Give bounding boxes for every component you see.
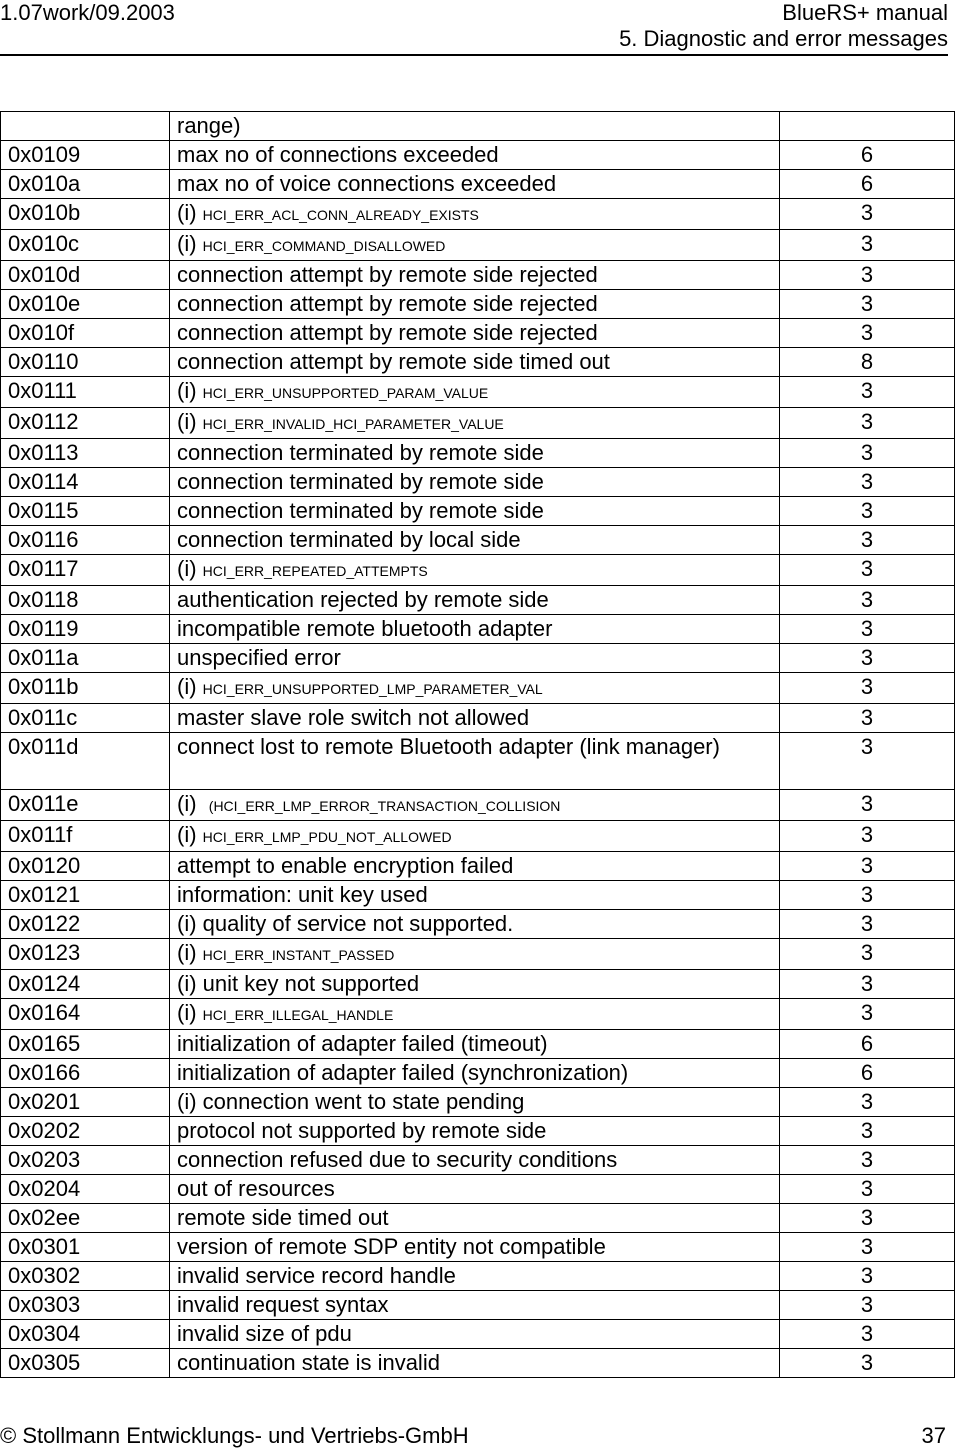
table-row — [1, 644, 955, 673]
error-description-cell: connection terminated by remote side — [170, 497, 780, 526]
severity-cell: 3 — [780, 821, 955, 852]
error-description-cell — [170, 939, 780, 970]
hci-error-symbol: HCI_ERR_UNSUPPORTED_LMP_PARAMETER_VAL — [202, 681, 543, 697]
table-row — [1, 439, 955, 468]
info-prefix: (i) — [177, 940, 197, 965]
error-description-cell: protocol not supported by remote side — [170, 1117, 780, 1146]
error-description-cell: attempt to enable encryption failed — [170, 852, 780, 881]
error-description-cell: invalid service record handle — [170, 1262, 780, 1291]
error-code-cell: 0x0118 — [1, 586, 170, 615]
severity-cell: 3 — [780, 939, 955, 970]
severity-cell: 6 — [780, 170, 955, 199]
table-row — [1, 790, 955, 821]
table-row — [1, 261, 955, 290]
severity-cell: 3 — [780, 377, 955, 408]
error-description-cell — [170, 199, 780, 230]
error-code-cell: 0x0113 — [1, 439, 170, 468]
error-code-cell: 0x011d — [1, 733, 170, 790]
table-row — [1, 1204, 955, 1233]
severity-cell: 3 — [780, 615, 955, 644]
table-row — [1, 348, 955, 377]
severity-cell: 3 — [780, 733, 955, 790]
error-code-cell: 0x0112 — [1, 408, 170, 439]
table-row — [1, 615, 955, 644]
header-rule — [0, 54, 948, 56]
table-row — [1, 319, 955, 348]
severity-cell: 3 — [780, 1349, 955, 1378]
error-description-cell: connection terminated by local side — [170, 526, 780, 555]
table-row — [1, 141, 955, 170]
table-row — [1, 939, 955, 970]
error-description-cell: (i) quality of service not supported. — [170, 910, 780, 939]
table-row — [1, 526, 955, 555]
error-description-cell: max no of voice connections exceeded — [170, 170, 780, 199]
error-description-cell: connection attempt by remote side rejected — [170, 319, 780, 348]
error-description-cell: (i) connection went to state pending — [170, 1088, 780, 1117]
severity-cell: 3 — [780, 261, 955, 290]
severity-cell: 3 — [780, 230, 955, 261]
error-code-cell: 0x010f — [1, 319, 170, 348]
table-row — [1, 1146, 955, 1175]
error-code-cell: 0x011e — [1, 790, 170, 821]
error-code-cell — [1, 112, 170, 141]
error-code-cell: 0x0166 — [1, 1059, 170, 1088]
table-row — [1, 468, 955, 497]
table-row — [1, 586, 955, 615]
severity-cell: 3 — [780, 408, 955, 439]
error-description-cell: connection attempt by remote side timed out — [170, 348, 780, 377]
error-code-cell: 0x0305 — [1, 1349, 170, 1378]
table-row — [1, 970, 955, 999]
error-description-cell: connection attempt by remote side rejected — [170, 290, 780, 319]
info-prefix: (i) — [177, 200, 197, 225]
table-row — [1, 1262, 955, 1291]
error-code-table — [0, 111, 955, 1378]
table-row — [1, 910, 955, 939]
error-code-cell: 0x0111 — [1, 377, 170, 408]
error-code-cell: 0x011a — [1, 644, 170, 673]
error-description-cell: authentication rejected by remote side — [170, 586, 780, 615]
severity-cell: 3 — [780, 319, 955, 348]
error-code-cell: 0x0304 — [1, 1320, 170, 1349]
table-row — [1, 999, 955, 1030]
severity-cell: 3 — [780, 1088, 955, 1117]
error-code-cell: 0x0117 — [1, 555, 170, 586]
error-description-cell — [170, 555, 780, 586]
severity-cell: 3 — [780, 199, 955, 230]
error-code-cell: 0x0116 — [1, 526, 170, 555]
error-code-cell: 0x0121 — [1, 881, 170, 910]
error-description-cell: version of remote SDP entity not compatible — [170, 1233, 780, 1262]
error-code-cell: 0x0203 — [1, 1146, 170, 1175]
error-description-cell: connection attempt by remote side rejected — [170, 261, 780, 290]
footer-page-number: 37 — [921, 1423, 946, 1448]
severity-cell: 3 — [780, 704, 955, 733]
error-code-cell: 0x0120 — [1, 852, 170, 881]
hci-error-symbol: (HCI_ERR_LMP_ERROR_TRANSACTION_COLLISION — [208, 798, 561, 814]
error-code-table-body — [1, 112, 955, 1378]
severity-cell: 3 — [780, 970, 955, 999]
error-code-cell: 0x0119 — [1, 615, 170, 644]
error-code-cell: 0x0109 — [1, 141, 170, 170]
header-manual-title: BlueRS+ manual — [782, 0, 948, 25]
severity-cell: 3 — [780, 881, 955, 910]
severity-cell: 3 — [780, 1175, 955, 1204]
hci-error-symbol: HCI_ERR_ILLEGAL_HANDLE — [202, 1007, 394, 1023]
error-description-cell: connection refused due to security conditions — [170, 1146, 780, 1175]
table-row — [1, 230, 955, 261]
table-row — [1, 1175, 955, 1204]
hci-error-symbol: HCI_ERR_INVALID_HCI_PARAMETER_VALUE — [202, 416, 504, 432]
severity-cell: 6 — [780, 1030, 955, 1059]
error-description-cell: connection terminated by remote side — [170, 468, 780, 497]
table-row — [1, 290, 955, 319]
table-row — [1, 1088, 955, 1117]
table-row — [1, 704, 955, 733]
severity-cell: 6 — [780, 141, 955, 170]
error-description-cell: max no of connections exceeded — [170, 141, 780, 170]
info-prefix: (i) — [177, 231, 197, 256]
table-row — [1, 1349, 955, 1378]
severity-cell: 3 — [780, 586, 955, 615]
error-description-cell: remote side timed out — [170, 1204, 780, 1233]
error-code-cell: 0x010a — [1, 170, 170, 199]
error-code-cell: 0x0301 — [1, 1233, 170, 1262]
error-code-cell: 0x0303 — [1, 1291, 170, 1320]
info-prefix: (i) — [177, 674, 197, 699]
severity-cell: 8 — [780, 348, 955, 377]
error-description-cell — [170, 673, 780, 704]
table-row — [1, 1320, 955, 1349]
error-code-cell: 0x0123 — [1, 939, 170, 970]
error-code-cell: 0x010c — [1, 230, 170, 261]
severity-cell: 3 — [780, 644, 955, 673]
error-description-cell: connection terminated by remote side — [170, 439, 780, 468]
error-code-cell: 0x0204 — [1, 1175, 170, 1204]
severity-cell: 3 — [780, 1291, 955, 1320]
error-code-cell: 0x0302 — [1, 1262, 170, 1291]
error-code-cell: 0x02ee — [1, 1204, 170, 1233]
error-code-cell: 0x0114 — [1, 468, 170, 497]
info-prefix: (i) — [177, 409, 197, 434]
error-description-cell: invalid request syntax — [170, 1291, 780, 1320]
severity-cell: 3 — [780, 999, 955, 1030]
severity-cell: 3 — [780, 290, 955, 319]
error-description-cell: initialization of adapter failed (timeout) — [170, 1030, 780, 1059]
severity-cell: 3 — [780, 673, 955, 704]
error-code-cell: 0x0201 — [1, 1088, 170, 1117]
table-row — [1, 1233, 955, 1262]
error-code-cell: 0x010d — [1, 261, 170, 290]
severity-cell: 3 — [780, 1204, 955, 1233]
table-row — [1, 1117, 955, 1146]
error-description-cell: unspecified error — [170, 644, 780, 673]
info-prefix: (i) — [177, 1000, 197, 1025]
table-row — [1, 112, 955, 141]
error-description-cell — [170, 377, 780, 408]
severity-cell: 3 — [780, 1146, 955, 1175]
error-description-cell: master slave role switch not allowed — [170, 704, 780, 733]
error-description-cell — [170, 790, 780, 821]
severity-cell: 3 — [780, 1262, 955, 1291]
error-code-cell: 0x0165 — [1, 1030, 170, 1059]
severity-cell — [780, 112, 955, 141]
error-description-cell: incompatible remote bluetooth adapter — [170, 615, 780, 644]
error-description-cell: connect lost to remote Bluetooth adapter (link manager) — [170, 733, 780, 790]
table-row — [1, 1030, 955, 1059]
error-code-cell: 0x0122 — [1, 910, 170, 939]
table-row — [1, 1291, 955, 1320]
severity-cell: 3 — [780, 439, 955, 468]
info-prefix: (i) — [177, 822, 197, 847]
error-description-cell — [170, 230, 780, 261]
severity-cell: 3 — [780, 1320, 955, 1349]
error-code-cell: 0x0202 — [1, 1117, 170, 1146]
footer-copyright: © Stollmann Entwicklungs- und Vertriebs-GmbH — [0, 1423, 469, 1448]
hci-error-symbol: HCI_ERR_REPEATED_ATTEMPTS — [202, 563, 428, 579]
error-description-cell: information: unit key used — [170, 881, 780, 910]
table-row — [1, 733, 955, 790]
error-code-cell: 0x010e — [1, 290, 170, 319]
severity-cell: 3 — [780, 497, 955, 526]
header-chapter-title: 5. Diagnostic and error messages — [619, 26, 948, 51]
hci-error-symbol: HCI_ERR_UNSUPPORTED_PARAM_VALUE — [202, 385, 489, 401]
table-row — [1, 408, 955, 439]
table-row — [1, 673, 955, 704]
error-description-cell: initialization of adapter failed (synchronization) — [170, 1059, 780, 1088]
error-description-cell — [170, 821, 780, 852]
error-description-cell — [170, 999, 780, 1030]
error-description-cell: continuation state is invalid — [170, 1349, 780, 1378]
error-code-cell: 0x0124 — [1, 970, 170, 999]
error-code-cell: 0x0115 — [1, 497, 170, 526]
severity-cell: 3 — [780, 555, 955, 586]
error-code-cell: 0x010b — [1, 199, 170, 230]
error-description-cell: invalid size of pdu — [170, 1320, 780, 1349]
error-description-cell: (i) unit key not supported — [170, 970, 780, 999]
info-prefix: (i) — [177, 791, 203, 816]
error-code-cell: 0x011b — [1, 673, 170, 704]
severity-cell: 3 — [780, 910, 955, 939]
error-code-cell: 0x011f — [1, 821, 170, 852]
severity-cell: 3 — [780, 852, 955, 881]
error-description-cell — [170, 408, 780, 439]
severity-cell: 3 — [780, 1117, 955, 1146]
table-row — [1, 497, 955, 526]
table-row — [1, 555, 955, 586]
info-prefix: (i) — [177, 556, 197, 581]
table-row — [1, 852, 955, 881]
hci-error-symbol: HCI_ERR_INSTANT_PASSED — [202, 947, 395, 963]
error-code-cell: 0x0164 — [1, 999, 170, 1030]
error-code-cell: 0x011c — [1, 704, 170, 733]
severity-cell: 3 — [780, 468, 955, 497]
table-row — [1, 199, 955, 230]
table-row — [1, 1059, 955, 1088]
severity-cell: 3 — [780, 1233, 955, 1262]
table-row — [1, 821, 955, 852]
severity-cell: 3 — [780, 790, 955, 821]
header-right — [619, 0, 948, 52]
hci-error-symbol: HCI_ERR_ACL_CONN_ALREADY_EXISTS — [202, 207, 479, 223]
severity-cell: 6 — [780, 1059, 955, 1088]
error-code-cell: 0x0110 — [1, 348, 170, 377]
error-description-cell: out of resources — [170, 1175, 780, 1204]
table-row — [1, 377, 955, 408]
hci-error-symbol: HCI_ERR_LMP_PDU_NOT_ALLOWED — [202, 829, 452, 845]
error-description-cell: range) — [170, 112, 780, 141]
table-row — [1, 881, 955, 910]
info-prefix: (i) — [177, 378, 197, 403]
header-left: 1.07work/09.2003 — [0, 0, 175, 25]
severity-cell: 3 — [780, 526, 955, 555]
table-row — [1, 170, 955, 199]
hci-error-symbol: HCI_ERR_COMMAND_DISALLOWED — [202, 238, 446, 254]
